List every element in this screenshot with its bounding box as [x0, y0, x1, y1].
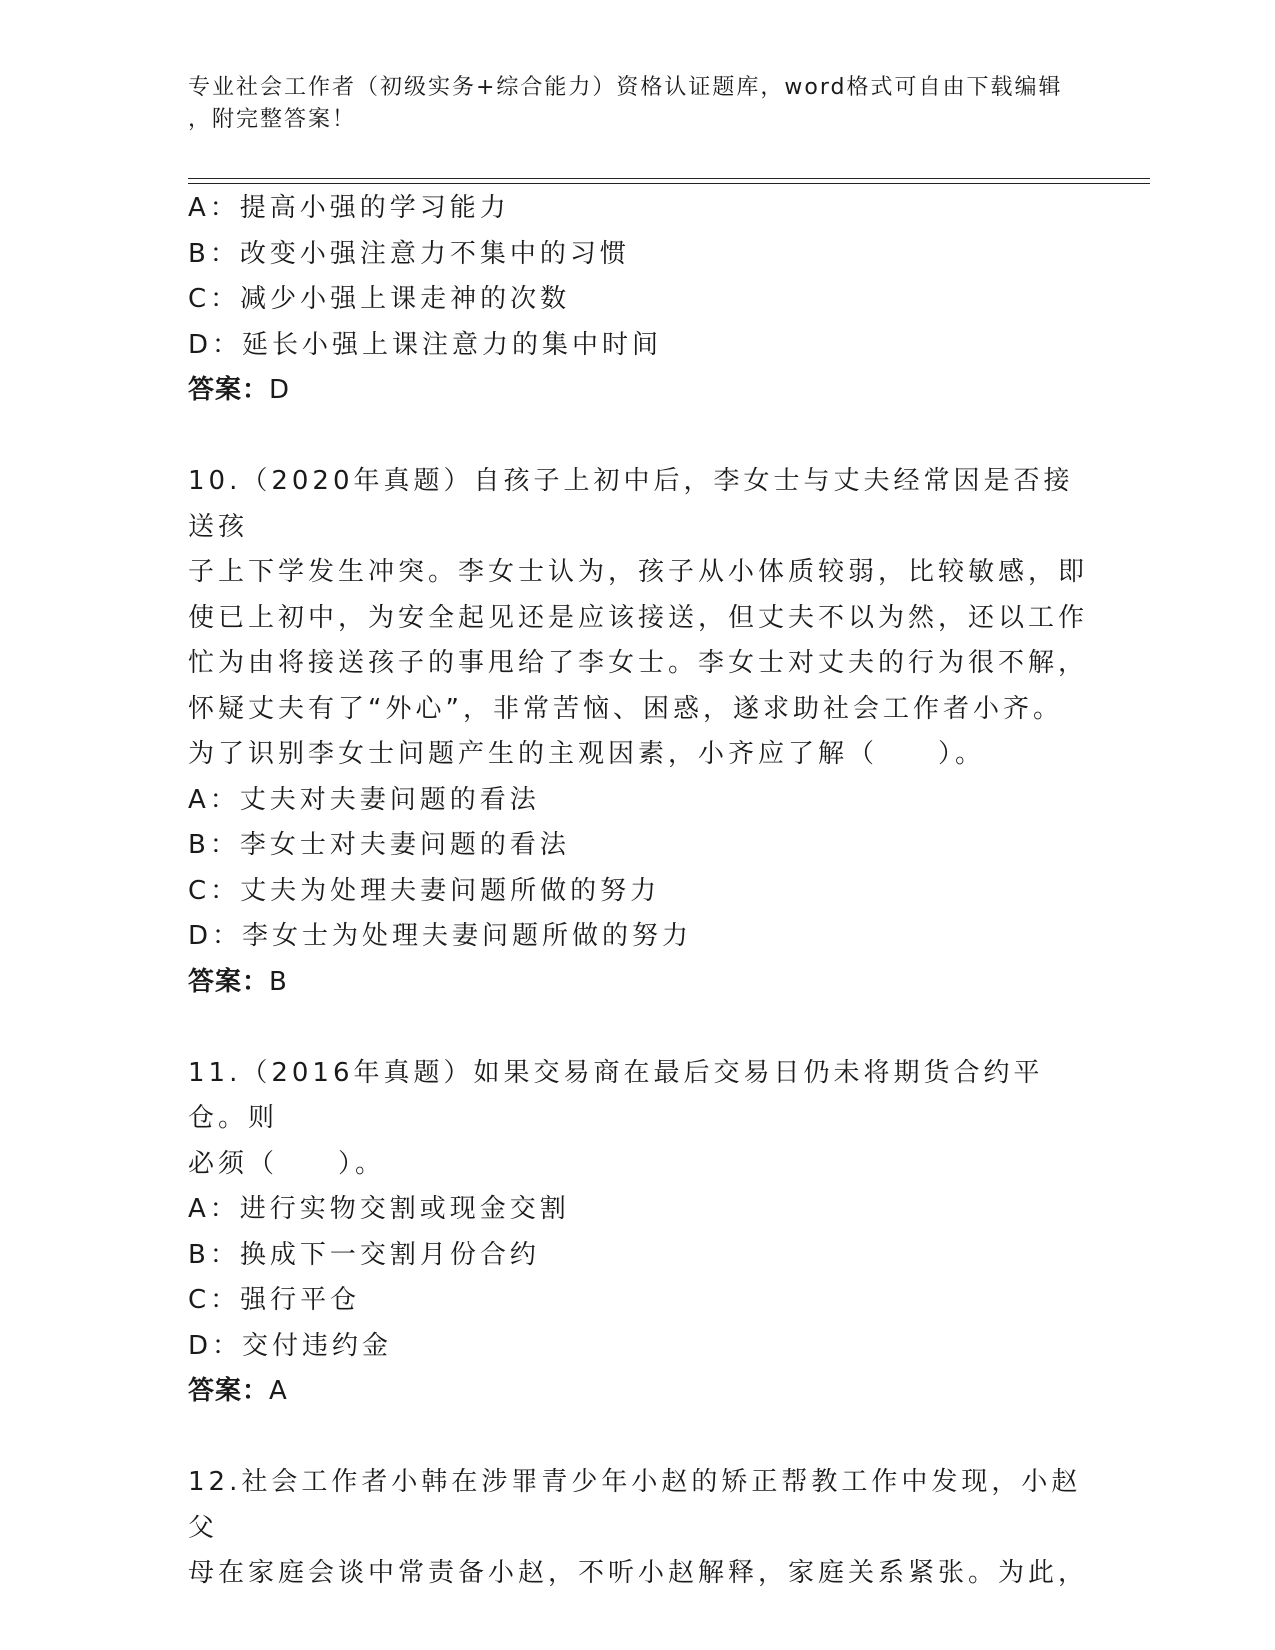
header-title-line-2: ，附完整答案！ [188, 107, 357, 132]
answer-line [188, 960, 1088, 1006]
stem-line: 子上下学发生冲突。李女士认为，孩子从小体质较弱，比较敏感，即 [188, 557, 1089, 587]
header-rule-bottom [188, 183, 1150, 184]
option-a: A：丈夫对夫妻问题的看法 [188, 784, 540, 815]
option-d: D：延长小强上课注意力的集中时间 [188, 329, 663, 360]
answer-value: A [269, 1376, 288, 1406]
answer-value: D [269, 375, 291, 405]
option-d: D：交付违约金 [188, 1330, 393, 1361]
stem-line: 11.（2016年真题）如果交易商在最后交易日仍未将期货合约平仓。则 [188, 1057, 1044, 1133]
stem-line: 10.（2020年真题）自孩子上初中后，李女士与丈夫经常因是否接送孩 [188, 466, 1074, 542]
question-12 [188, 1460, 1088, 1597]
spacer [188, 1005, 1088, 1051]
stem-line: 12.社会工作者小韩在涉罪青少年小赵的矫正帮教工作中发现，小赵父 [188, 1467, 1082, 1543]
header-rule-top [188, 178, 1150, 179]
answer-line [188, 368, 1088, 414]
question-stem [188, 1460, 1088, 1597]
stem-line: 母在家庭会谈中常责备小赵，不听小赵解释，家庭关系紧张。为此， [188, 1558, 1089, 1588]
question-9 [188, 186, 1088, 414]
option-d: D：李女士为处理夫妻问题所做的努力 [188, 921, 693, 951]
question-10 [188, 459, 1088, 1005]
header-title-line-1: 专业社会工作者（初级实务+综合能力）资格认证题库，word格式可自由下载编辑 [188, 75, 1063, 100]
stem-line: 怀疑丈夫有了“外心”，非常苦恼、困惑，遂求助社会工作者小齐。 [188, 693, 1063, 724]
question-content [188, 186, 1088, 1597]
answer-label: 答案： [188, 375, 270, 405]
stem-line: 忙为由将接送孩子的事甩给了李女士。李女士对丈夫的行为很不解， [188, 648, 1089, 678]
question-stem [188, 459, 1088, 778]
answer-value: B [269, 966, 288, 997]
document-header [188, 72, 1088, 136]
option-c: C：强行平仓 [188, 1285, 361, 1315]
question-11 [188, 1051, 1088, 1415]
answer-label: 答案： [188, 1376, 270, 1406]
option-b: B：改变小强注意力不集中的习惯 [188, 238, 630, 269]
option-c: C：丈夫为处理夫妻问题所做的努力 [188, 875, 661, 906]
stem-line: 为了识别李女士问题产生的主观因素，小齐应了解（ ）。 [188, 739, 986, 769]
answer-line [188, 1369, 1088, 1415]
spacer [188, 414, 1088, 460]
option-a: A：进行实物交割或现金交割 [188, 1194, 570, 1224]
stem-line: 使已上初中，为安全起见还是应该接送，但丈夫不以为然，还以工作 [188, 602, 1089, 633]
answer-label: 答案： [188, 966, 270, 997]
spacer [188, 1415, 1088, 1461]
option-b: B：李女士对夫妻问题的看法 [188, 830, 570, 860]
stem-line: 必须（ ）。 [188, 1148, 386, 1179]
option-c: C：减少小强上课走神的次数 [188, 284, 571, 314]
question-stem [188, 1051, 1088, 1188]
option-b: B：换成下一交割月份合约 [188, 1239, 540, 1270]
option-a: A：提高小强的学习能力 [188, 193, 510, 223]
